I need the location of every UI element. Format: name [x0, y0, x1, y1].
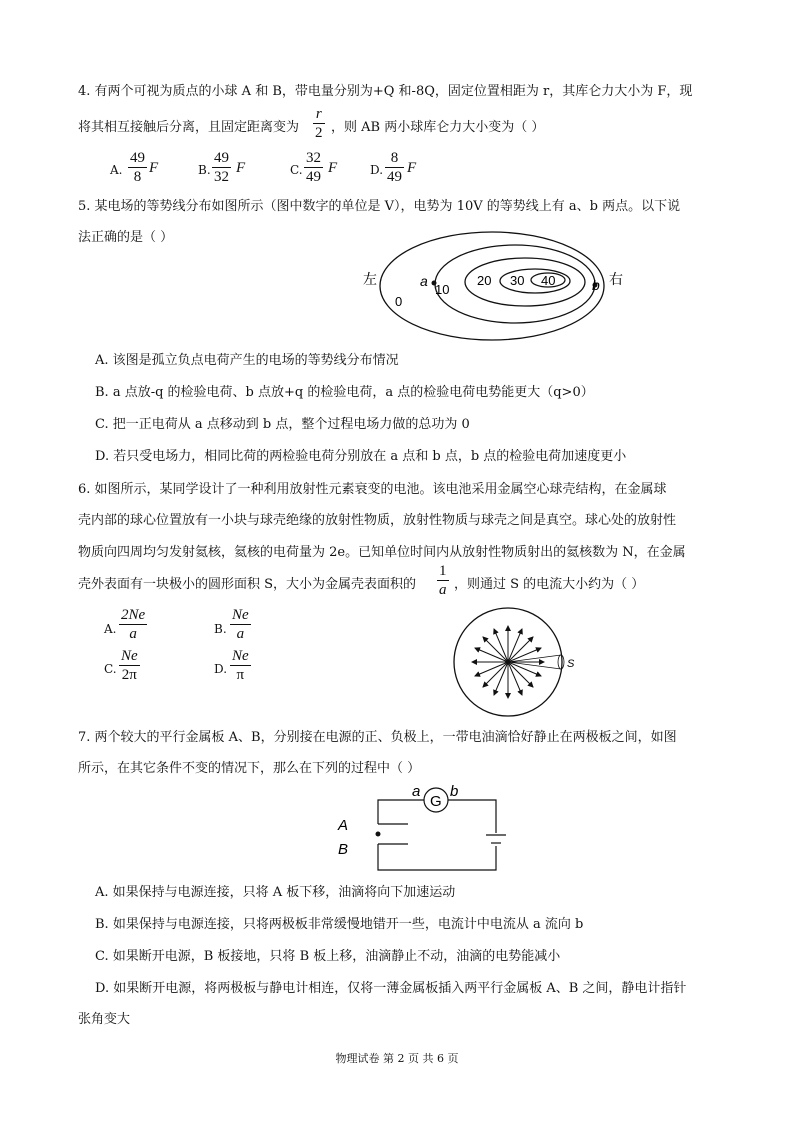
q5-line2: 法正确的是（ ） — [78, 230, 174, 245]
label-g: G — [430, 793, 442, 810]
q4-opt-a-frac — [128, 150, 147, 185]
q4-fraction — [313, 106, 325, 141]
q6-opt-d-frac — [230, 648, 251, 683]
q6-opt-c-den: 2π — [121, 667, 137, 683]
q5-line1: 5. 某电场的等势线分布如图所示（图中数字的单位是 V），电势为 10V 的等势线上有 a、b 两点。以下说 — [78, 199, 681, 214]
q5-option-b: B. a 点放-q 的检验电荷、b 点放+q 的检验电荷，a 点的检验电荷电势能更大（q>0） — [95, 385, 594, 400]
q5-option-a: A. 该图是孤立负点电荷产生的电场的等势线分布情况 — [95, 353, 399, 368]
q6-opt-c-frac — [119, 648, 140, 683]
q4-opt-b-frac — [212, 150, 231, 185]
q6-opt-b-num: Ne — [232, 607, 249, 623]
q6-opt-b-label: B. — [214, 622, 227, 636]
q6-opt-a-den: a — [129, 626, 137, 642]
q4-opt-a-f: F — [149, 160, 159, 176]
q6-opt-d-num: Ne — [232, 648, 249, 664]
q6-opt-b-den: a — [236, 626, 245, 642]
q4-opt-c-f: F — [328, 160, 338, 176]
label-0v: 0 — [395, 294, 403, 309]
q6-opt-a-num: 2Ne — [121, 607, 146, 623]
q7-option-d-cont: 张角变大 — [78, 1012, 131, 1027]
q6-line1: 6. 如图所示，某同学设计了一种利用放射性元素衰变的电池。该电池采用金属空心球壳结构，在金属球 — [78, 482, 667, 497]
q4-opt-d-frac — [385, 150, 404, 185]
label-b-terminal: b — [450, 783, 459, 800]
q6-opt-d-den: π — [236, 667, 245, 683]
q4-opt-a-label: A. — [110, 163, 123, 177]
q4-frac-den: 2 — [315, 125, 323, 141]
label-plate-a: A — [338, 817, 349, 834]
label-20v: 20 — [477, 273, 492, 288]
q4-line1: 4. 有两个可视为质点的小球 A 和 B，带电量分别为+Q 和-8Q，固定位置相距为 r，其库仑力大小为 F，现 — [78, 84, 693, 99]
label-plate-b: B — [338, 841, 349, 858]
q6-frac-den: a — [439, 582, 447, 598]
area-s — [558, 655, 564, 669]
q6-line2: 壳内部的球心位置放有一小块与球壳绝缘的放射性物质，放射性物质与球壳之间是真空。球心处的放射性 — [78, 513, 677, 528]
q7-option-b: B. 如果保持与电源连接，只将两极板非常缓慢地错开一些，电流计中电流从 a 流向 b — [95, 917, 584, 932]
label-s: S — [567, 658, 575, 670]
q6-line3: 物质向四周均匀发射氦核，氦核的电荷量为 2e。已知单位时间内从放射性物质射出的氦核数为 N，在金属 — [78, 545, 686, 560]
q4-opt-a-den: 8 — [133, 169, 142, 185]
equipotential-0v — [380, 232, 604, 340]
q4-opt-b-label: B. — [198, 163, 211, 177]
q7-option-a: A. 如果保持与电源连接，只将 A 板下移，油滴将向下加速运动 — [95, 885, 456, 900]
q4-opt-b-den: 32 — [214, 169, 229, 185]
q4-frac-num: r — [315, 106, 322, 122]
q7-line1: 7. 两个较大的平行金属板 A、B，分别接在电源的正、负极上，一带电油滴恰好静止在两极板之间，如图 — [78, 730, 677, 745]
q6-opt-d-label: D. — [214, 662, 228, 676]
label-a: a — [420, 273, 428, 289]
q6-line4a: 壳外表面有一块极小的圆形面积 S，大小为金属壳表面积的 — [78, 577, 417, 592]
q7-option-d: D. 如果断开电源，将两极板与静电计相连，仅将一薄金属板插入两平行金属板 A、B 之间，静电计指针 — [95, 981, 687, 996]
q4-opt-a-num: 49 — [130, 150, 145, 166]
q4-opt-d-den: 49 — [387, 169, 402, 185]
label-a-terminal: a — [412, 783, 421, 800]
q5-option-d: D. 若只受电场力，相同比荷的两检验电荷分别放在 a 点和 b 点，b 点的检验电荷加速度更小 — [95, 449, 627, 464]
q6-frac-num: 1 — [439, 563, 447, 579]
q4-opt-d-f: F — [407, 160, 417, 176]
q6-opt-c-num: Ne — [121, 648, 138, 664]
q4-opt-c-num: 32 — [306, 150, 321, 166]
label-40v: 40 — [541, 273, 556, 288]
page-footer: 物理试卷 第 2 页 共 6 页 — [335, 1052, 459, 1065]
q7-line2: 所示，在其它条件不变的情况下，那么在下列的过程中（ ） — [78, 761, 421, 776]
oil-droplet — [376, 832, 381, 837]
label-left: 左 — [363, 271, 377, 287]
q4-opt-d-num: 8 — [390, 150, 399, 166]
q4-opt-b-f: F — [236, 160, 246, 176]
q6-opt-a-frac — [119, 607, 147, 642]
q4-opt-c-label: C. — [290, 163, 303, 177]
q7-option-c: C. 如果断开电源，B 板接地，只将 B 板上移，油滴静止不动，油滴的电势能减小 — [95, 949, 561, 964]
q4-opt-c-den: 49 — [306, 169, 321, 185]
q5-option-c: C. 把一正电荷从 a 点移动到 b 点，整个过程电场力做的总功为 0 — [95, 417, 470, 432]
q4-opt-d-label: D. — [370, 163, 384, 177]
label-b: b — [592, 277, 600, 293]
q4-opt-c-frac — [304, 150, 323, 185]
q6-fraction — [437, 563, 449, 598]
q6-opt-a-label: A. — [104, 622, 117, 636]
q4-line2a: 将其相互接触后分离，且固定距离变为 — [78, 120, 300, 135]
q4-line2b: ，则 AB 两小球库仑力大小变为（ ） — [331, 120, 545, 135]
equipotential-diagram — [355, 228, 645, 346]
label-right: 右 — [609, 271, 623, 287]
q6-opt-b-frac — [230, 607, 251, 642]
label-30v: 30 — [510, 273, 525, 288]
q6-opt-c-label: C. — [104, 662, 117, 676]
q4-opt-b-num: 49 — [214, 150, 229, 166]
spherical-shell-diagram — [450, 604, 580, 724]
label-10v: 10 — [435, 282, 450, 297]
capacitor-circuit — [330, 780, 510, 880]
q6-line4b: ，则通过 S 的电流大小约为（ ） — [454, 577, 645, 592]
